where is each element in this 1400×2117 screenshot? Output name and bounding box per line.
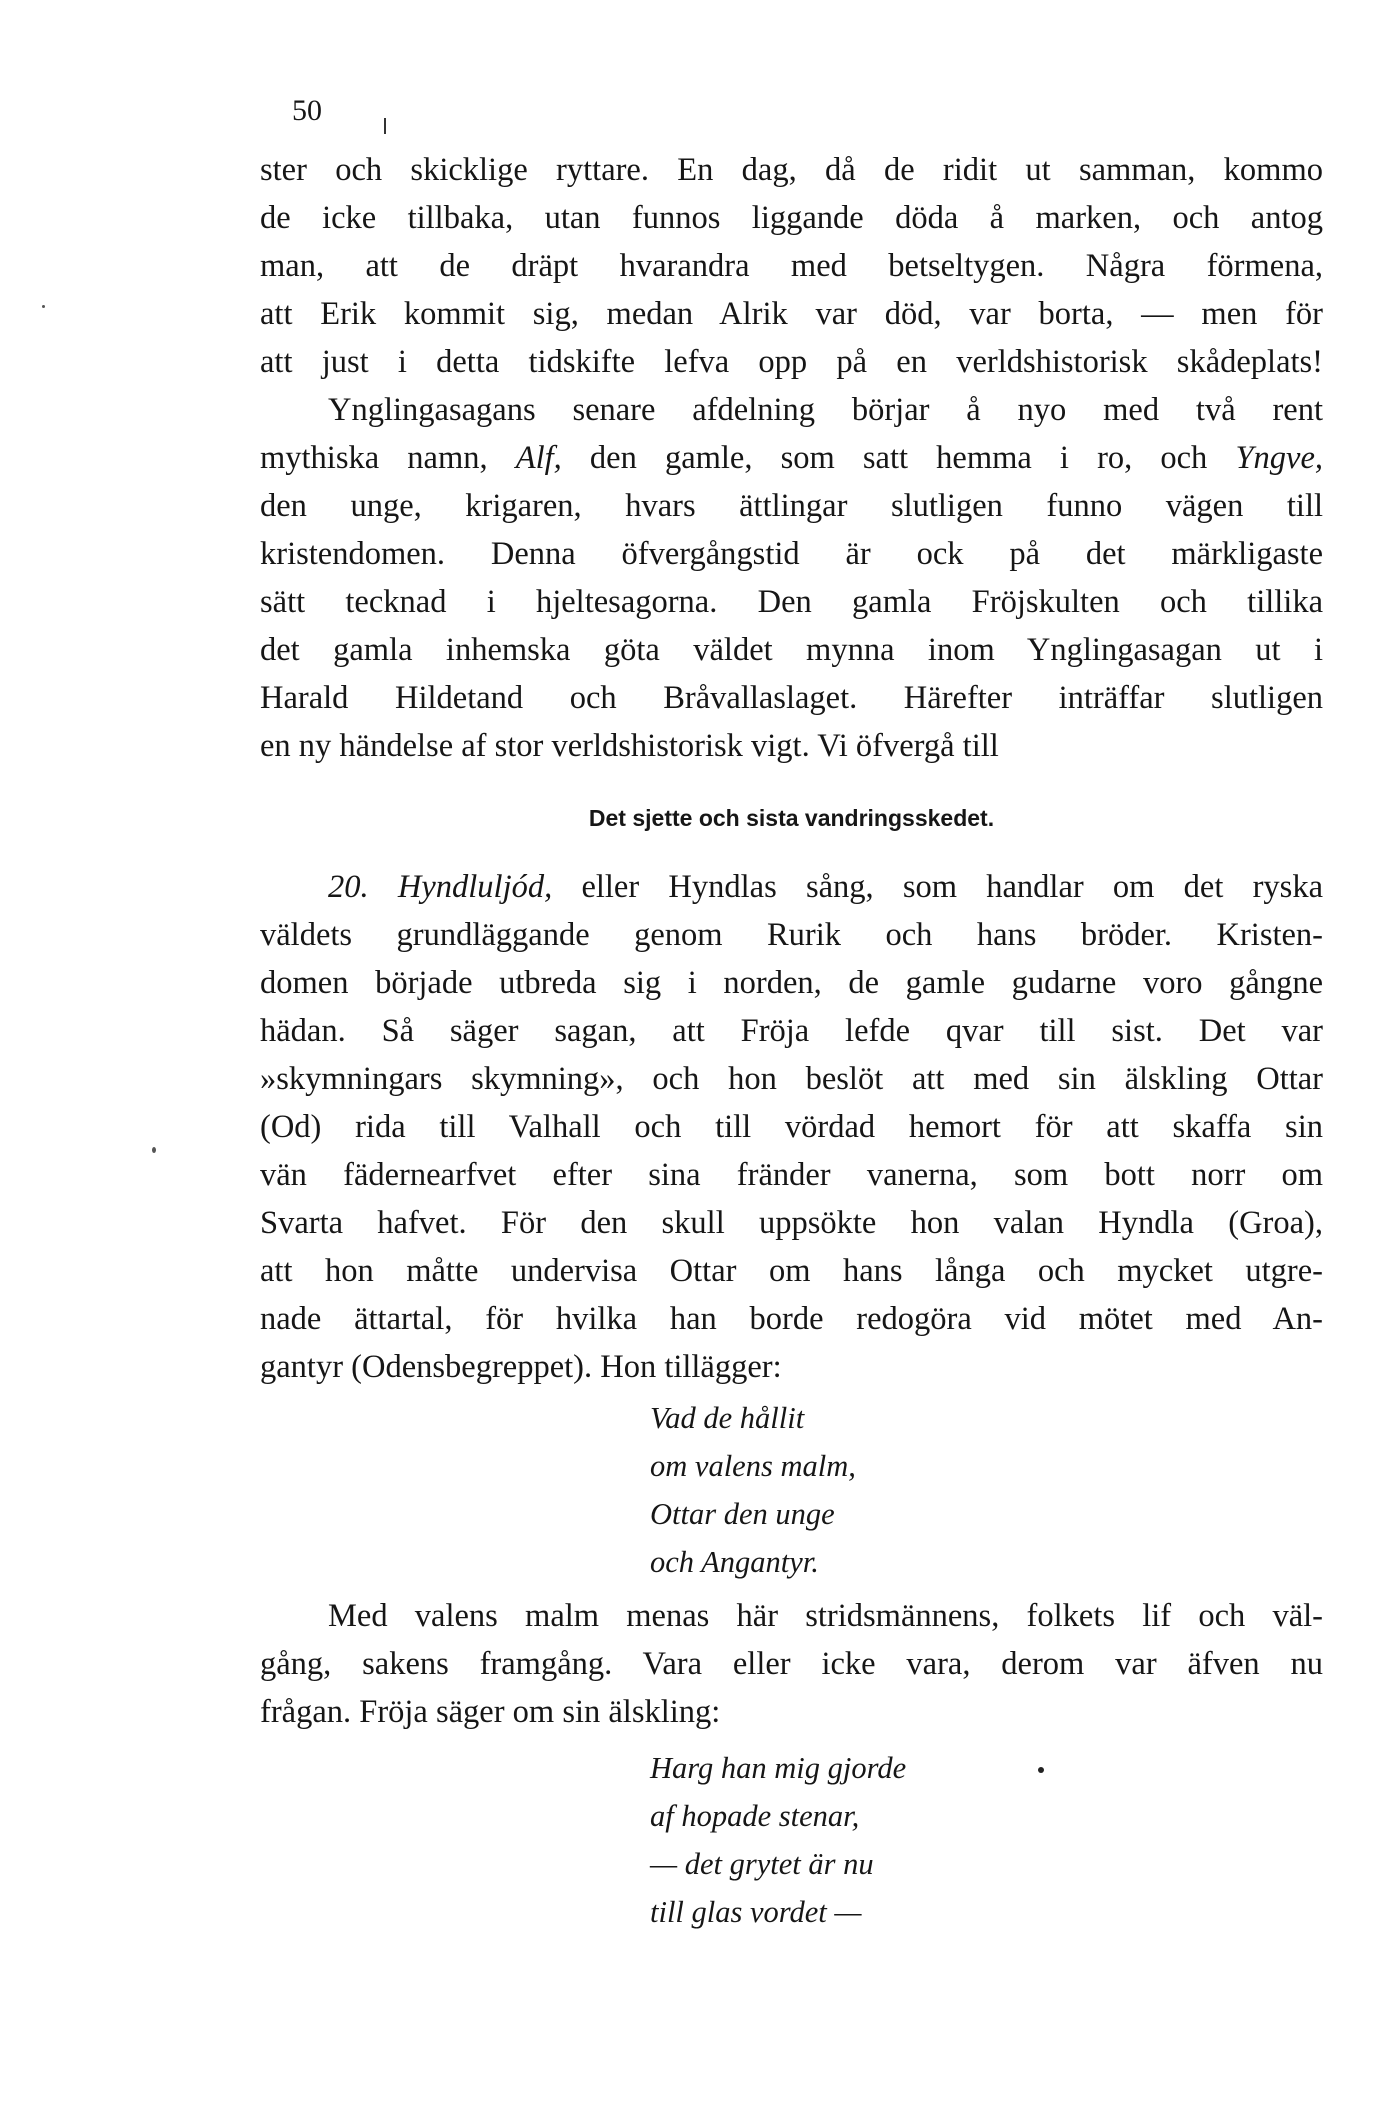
verse-line: — det grytet är nu (650, 1847, 874, 1881)
text-line: väldets grundläggande genom Rurik och hans bröder. Kristen- (260, 917, 1323, 953)
text-line: (Od) rida till Valhall och till vördad hemort för att skaffa sin (260, 1109, 1323, 1145)
verse-line: och Angantyr. (650, 1545, 819, 1579)
verse-line: af hopade stenar, (650, 1799, 860, 1833)
section-number: 20. (328, 869, 369, 905)
text-line: gantyr (Odensbegreppet). Hon tillägger: (260, 1349, 782, 1385)
text-run: mythiska namn, (260, 440, 516, 476)
print-speck (152, 1147, 156, 1153)
text-run: den gamle, som satt hemma i ro, och (561, 440, 1236, 476)
text-line: Med valens malm menas här stridsmännens, folkets lif och väl- (328, 1598, 1323, 1634)
text-line: vän fädernearfvet efter sina fränder vanerna, som bott norr om (260, 1157, 1323, 1193)
verse-line: Harg han mig gjorde (650, 1751, 907, 1785)
text-line: hädan. Så säger sagan, att Fröja lefde qvar till sist. Det var (260, 1013, 1323, 1049)
name-yngve: Yngve, (1235, 440, 1323, 476)
text-line: att hon måtte undervisa Ottar om hans långa och mycket utgre- (260, 1253, 1323, 1289)
print-mark (1038, 1767, 1044, 1773)
text-run: eller Hyndlas sång, som handlar om det ryska (552, 869, 1324, 905)
text-line: de icke tillbaka, utan funnos liggande döda å marken, och antog (260, 200, 1323, 236)
text-line: frågan. Fröja säger om sin älskling: (260, 1694, 721, 1730)
text-line: gång, sakens framgång. Vara eller icke vara, derom var äfven nu (260, 1646, 1323, 1682)
text-line: Harald Hildetand och Bråvallaslaget. Härefter inträffar slutligen (260, 680, 1323, 716)
text-line: man, att de dräpt hvarandra med betseltygen. Några förmena, (260, 248, 1323, 284)
print-mark (384, 118, 386, 134)
text-line: Ynglingasagans senare afdelning börjar å nyo med två rent (328, 392, 1323, 428)
text-line: nade ättartal, för hvilka han borde redogöra vid mötet med An- (260, 1301, 1323, 1337)
poem-title: Hyndluljód, (397, 869, 553, 905)
text-line: domen började utbreda sig i norden, de gamle gudarne voro gångne (260, 965, 1323, 1001)
text-line: den unge, krigaren, hvars ättlingar slutligen funno vägen till (260, 488, 1323, 524)
verse-line: Ottar den unge (650, 1497, 835, 1531)
text-line: sätt tecknad i hjeltesagorna. Den gamla Fröjskulten och tillika (260, 584, 1323, 620)
text-line: kristendomen. Denna öfvergångstid är ock på det märkligaste (260, 536, 1323, 572)
text-line: ster och skicklige ryttare. En dag, då de ridit ut samman, kommo (260, 152, 1323, 188)
text-line: en ny händelse af stor verldshistorisk vigt. Vi öfvergå till (260, 728, 999, 764)
print-speck (42, 305, 45, 308)
text-line (328, 865, 1323, 909)
page-number: 50 (292, 94, 322, 127)
name-alf: Alf, (515, 440, 562, 476)
text-line: att Erik kommit sig, medan Alrik var död, var borta, — men för (260, 296, 1323, 332)
text-line: att just i detta tidskifte lefva opp på en verldshistorisk skådeplats! (260, 344, 1323, 380)
text-line: Svarta hafvet. För den skull uppsökte hon valan Hyndla (Groa), (260, 1205, 1323, 1241)
text-line: det gamla inhemska göta väldet mynna inom Ynglingasagan ut i (260, 632, 1323, 668)
text-line (260, 436, 1323, 480)
section-heading: Det sjette och sista vandringsskedet. (588, 805, 995, 831)
verse-line: om valens malm, (650, 1449, 856, 1483)
verse-line: till glas vordet — (650, 1895, 862, 1929)
text-line: »skymningars skymning», och hon beslöt att med sin älskling Ottar (260, 1061, 1323, 1097)
verse-line: Vad de hållit (650, 1401, 805, 1435)
